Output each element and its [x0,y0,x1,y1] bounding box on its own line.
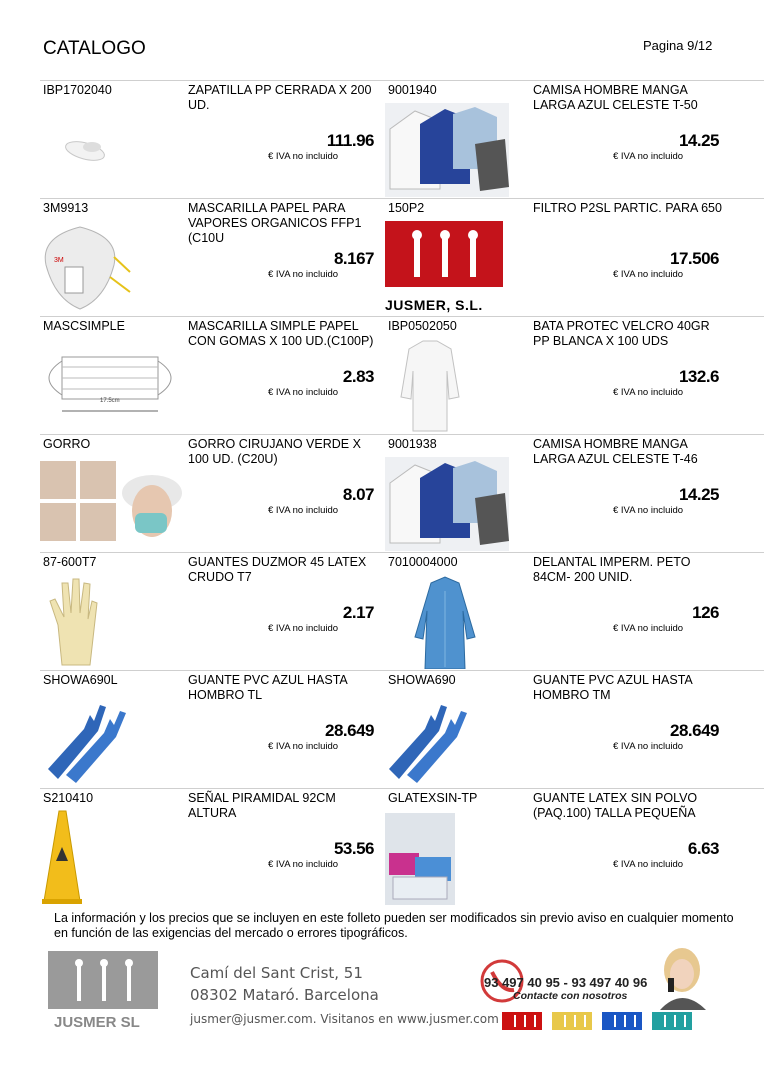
product-code: 9001940 [388,83,437,97]
long-gloves-icon [40,689,182,787]
product-card [40,199,385,317]
brand-logos [500,1010,700,1032]
surgical-cap-icon [40,453,182,551]
product-description: GUANTES DUZMOR 45 LATEX CRUDO T7 [188,555,367,584]
product-price: 6.63 [687,839,719,858]
vat-note: € IVA no incluido [268,741,339,752]
address-line-1: Camí del Sant Crist, 51 [190,964,363,982]
product-price: 126 [692,603,719,622]
product-price: 14.25 [678,131,719,150]
product-code: 7010004000 [388,555,458,569]
operator-photo [650,944,710,1010]
product-description: BATA PROTEC VELCRO 40GR PP BLANCA X 100 UDS [533,319,710,348]
product-description: GUANTE PVC AZUL HASTA HOMBRO TL [188,673,348,702]
product-description: SEÑAL PIRAMIDAL 92CM ALTURA [188,791,336,820]
shirts-icon [385,99,527,197]
product-description: ZAPATILLA PP CERRADA X 200 UD. [188,83,372,112]
brand-logo-mark [552,1012,592,1030]
company-address [190,962,499,1026]
product-code: 3M9913 [43,201,89,215]
long-gloves-icon [385,689,527,787]
product-description: GUANTE PVC AZUL HASTA HOMBRO TM [533,673,693,702]
slipper-icon [40,99,182,197]
product-price: 8.167 [333,249,374,268]
product-code: GORRO [43,437,91,451]
product-price: 28.649 [670,721,719,740]
product-card [385,199,730,317]
vat-note: € IVA no incluido [613,387,684,398]
dimension-label: 17.5cm [100,398,120,404]
vat-note: € IVA no incluido [268,623,339,634]
shirts-icon [385,453,527,551]
vat-note: € IVA no incluido [268,387,339,398]
product-code: GLATEXSIN-TP [388,791,478,805]
product-code: IBP0502050 [388,319,457,333]
vat-note: € IVA no incluido [613,269,684,280]
product-description: GORRO CIRUJANO VERDE X 100 UD. (C20U) [188,437,361,466]
white-coat-icon [385,335,527,433]
product-card [40,435,385,553]
product-card [385,671,730,789]
vat-note: € IVA no incluido [268,269,339,280]
company-logo [46,949,160,1035]
product-card [40,553,385,671]
vat-note: € IVA no incluido [268,859,339,870]
vat-note: € IVA no incluido [613,741,684,752]
vat-note: € IVA no incluido [613,151,684,162]
vat-note: € IVA no incluido [268,151,339,162]
product-card [40,789,385,907]
apron-icon [385,571,527,669]
product-card [385,81,730,199]
product-price: 2.17 [342,603,374,622]
product-card [40,317,385,435]
product-description: MASCARILLA SIMPLE PAPEL CON GOMAS X 100 UD.(C100P) [188,319,374,348]
product-price: 132.6 [678,367,719,386]
glove-boxes-icon [385,807,527,905]
brand-logo-mark [502,1012,542,1030]
product-code: SHOWA690L [43,673,118,687]
svg-text:3M: 3M [54,257,64,264]
disclaimer-note: La información y los precios que se incluyen en este folleto pueden ser modificados sin previo aviso en cualquier momento en función de las exigencias del mercado o errores tipográficos. [54,911,734,940]
latex-glove-icon [40,571,182,669]
product-card [385,789,730,907]
product-price: 111.96 [326,131,374,150]
product-card [40,81,385,199]
respirator-icon [40,217,182,315]
logo-caption: JUSMER, S.L. [385,297,483,313]
product-description: FILTRO P2SL PARTIC. PARA 650 [533,201,722,215]
wet-floor-sign-icon [40,807,182,905]
product-price: 14.25 [678,485,719,504]
phone-numbers: 93 497 40 95 - 93 497 40 96 [484,975,648,990]
product-card [385,435,730,553]
product-description: CAMISA HOMBRE MANGA LARGA AZUL CELESTE T-50 [533,83,698,112]
product-description: DELANTAL IMPERM. PETO 84CM- 200 UNID. [533,555,691,584]
vat-note: € IVA no incluido [613,505,684,516]
product-code: 150P2 [388,201,425,215]
product-card [385,553,730,671]
vat-note: € IVA no incluido [613,859,684,870]
product-price: 17.506 [670,249,719,268]
contact-label: Contacte con nosotros [513,990,628,1002]
product-price: 53.56 [333,839,374,858]
product-code: IBP1702040 [43,83,112,97]
product-price: 2.83 [342,367,374,386]
vat-note: € IVA no incluido [268,505,339,516]
vat-note: € IVA no incluido [613,623,684,634]
product-code: SHOWA690 [388,673,456,687]
company-name: JUSMER SL [54,1014,140,1031]
product-description: CAMISA HOMBRE MANGA LARGA AZUL CELESTE T-46 [533,437,698,466]
brand-logo-mark [652,1012,692,1030]
product-card [385,317,730,435]
brand-logo-mark [602,1012,642,1030]
page-title: CATALOGO [43,38,146,59]
product-card [40,671,385,789]
product-code: S210410 [43,791,94,805]
flat-mask-icon [40,335,182,433]
product-description: MASCARILLA PAPEL PARA VAPORES ORGANICOS FFP1 (C10U [188,201,362,245]
product-code: MASCSIMPLE [43,319,125,333]
web-contact: jusmer@jusmer.com. Visitanos en www.jusmer.com [190,1012,499,1026]
product-price: 8.07 [342,485,374,504]
page-number: Pagina 9/12 [643,38,713,53]
product-price: 28.649 [325,721,374,740]
product-code: 87-600T7 [43,555,97,569]
product-code: 9001938 [388,437,437,451]
product-description: GUANTE LATEX SIN POLVO (PAQ.100) TALLA PEQUEÑA [533,791,698,820]
address-line-2: 08302 Mataró. Barcelona [190,986,379,1004]
